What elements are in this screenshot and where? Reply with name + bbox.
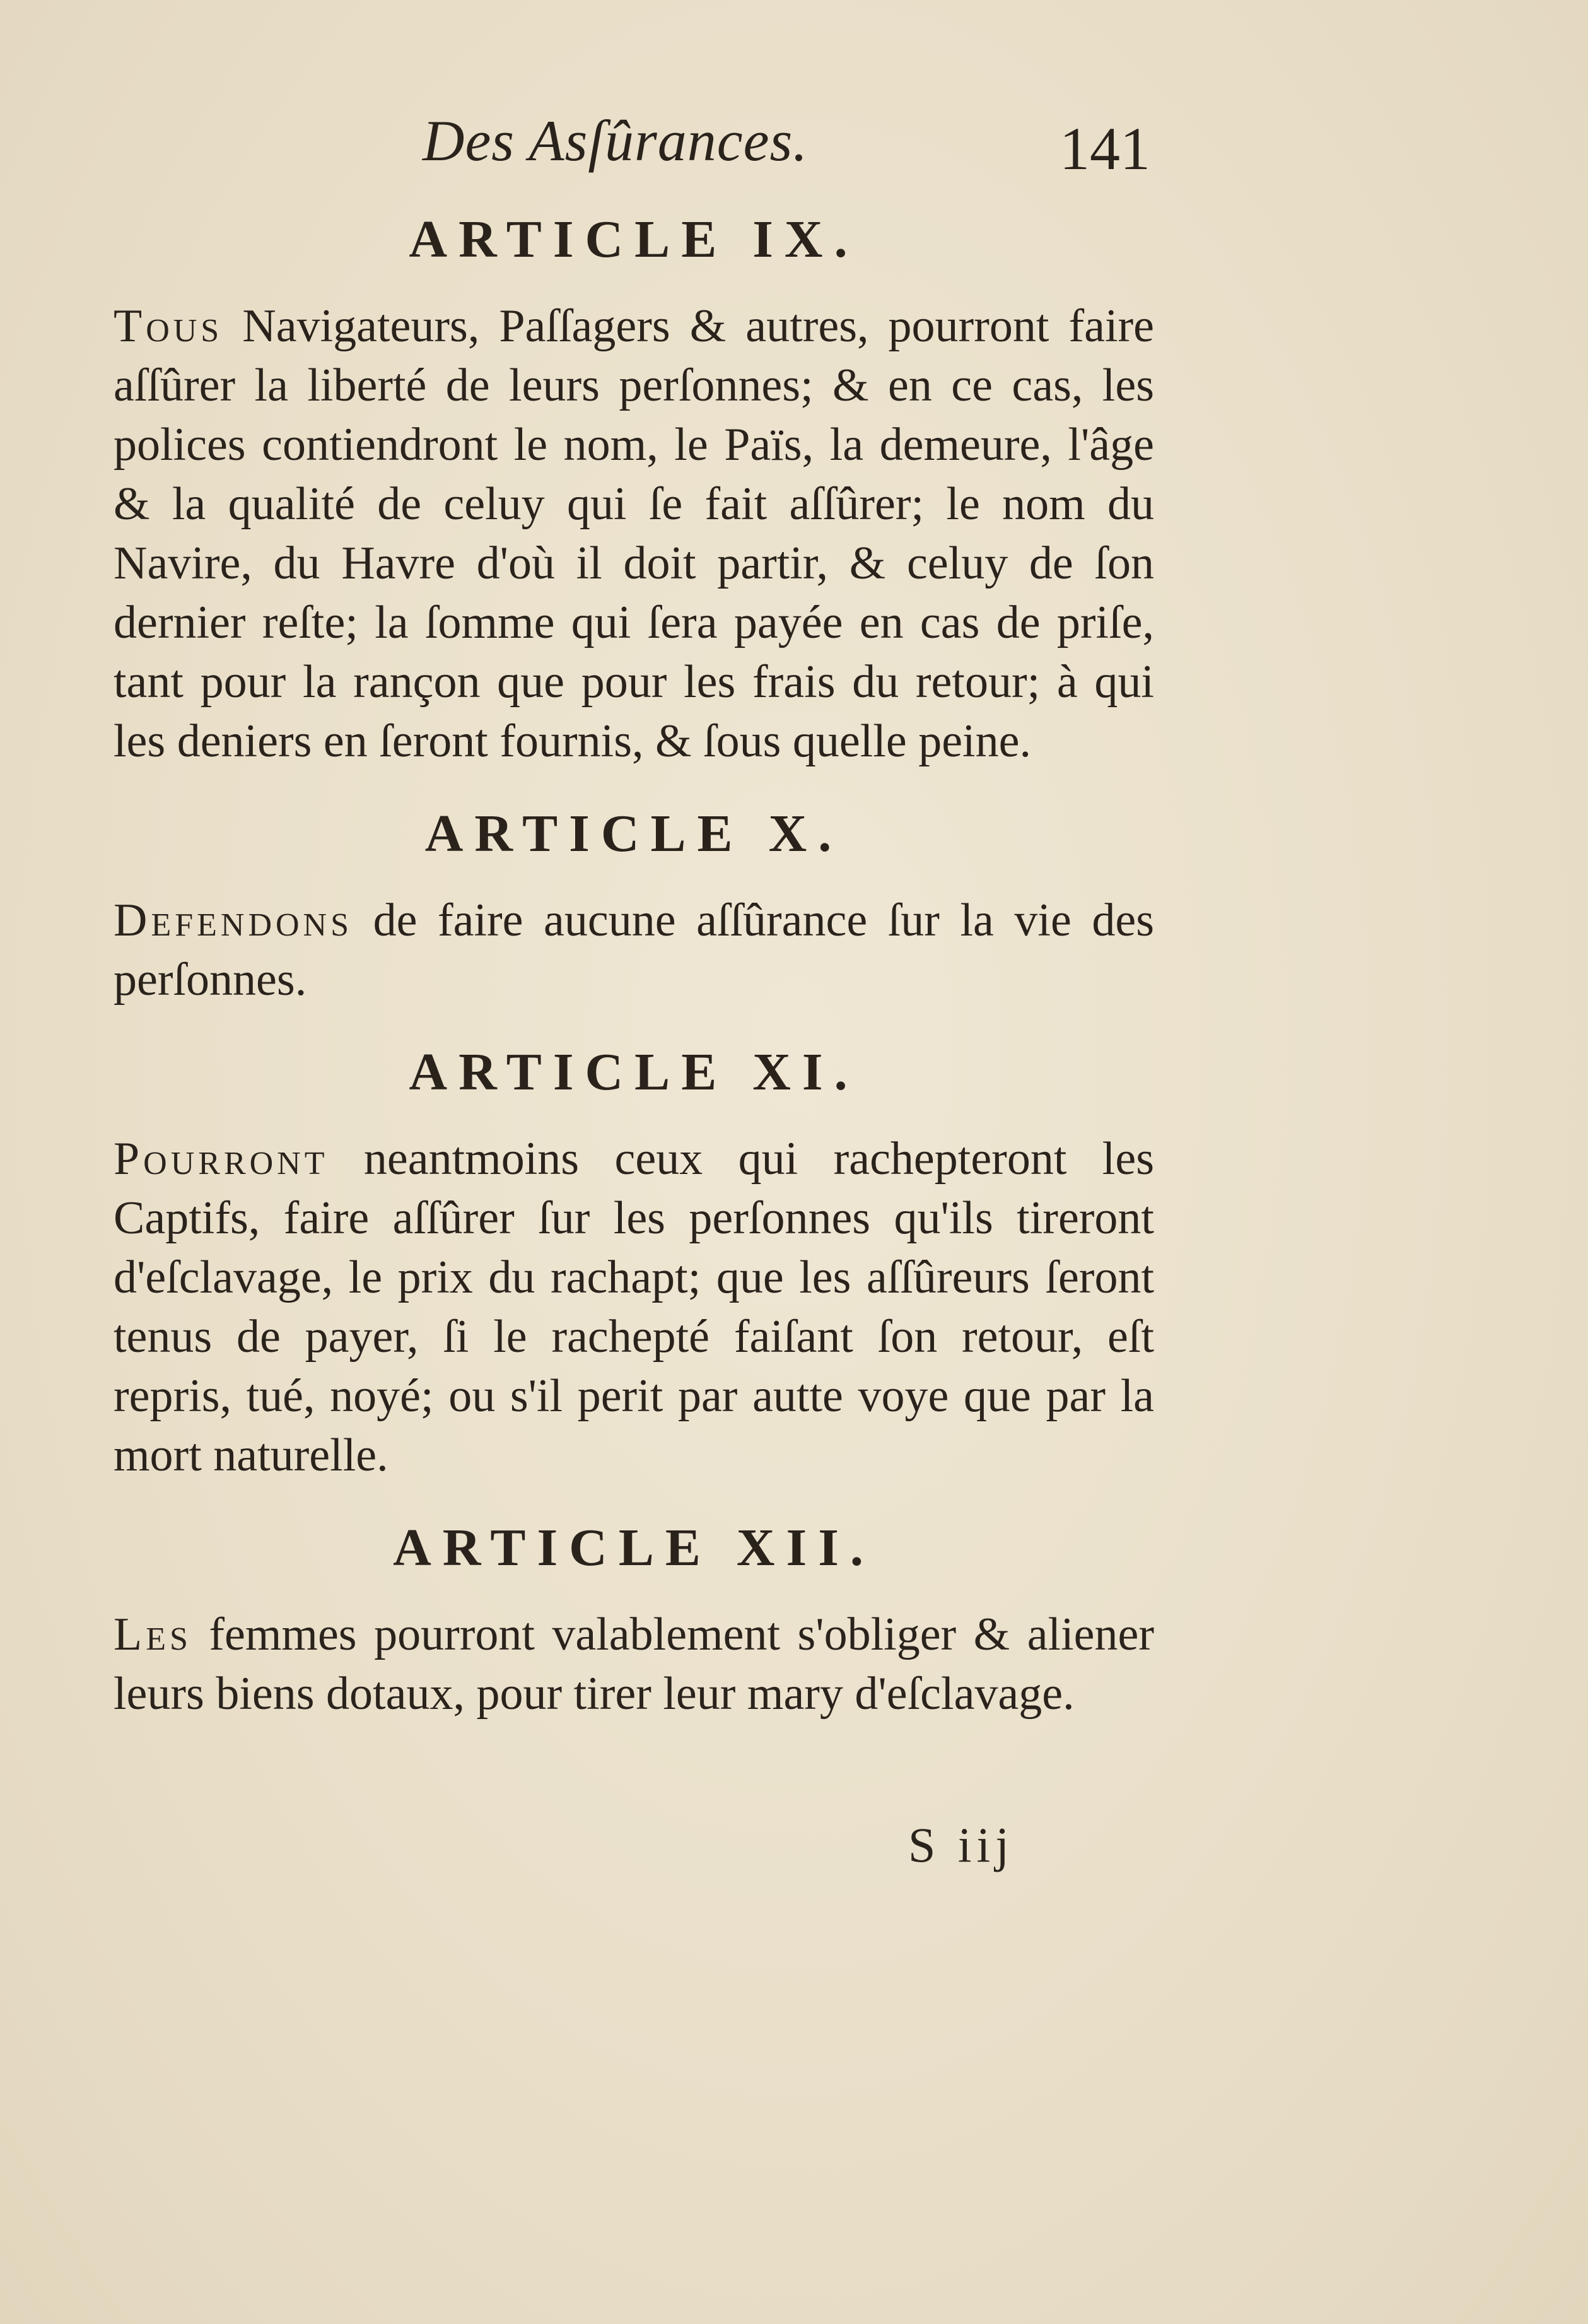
article-heading: ARTICLE X. [424, 804, 843, 863]
paragraph-lead-word: Tous [114, 300, 223, 352]
paragraph-body: de faire aucune aſſûrance ſur la vie des perſonnes. [114, 895, 1154, 1006]
paragraph-lead-word: Pourront [114, 1133, 329, 1185]
paragraph-lead-word: Les [114, 1609, 192, 1660]
article-paragraph [114, 296, 1154, 771]
article-11 [114, 1035, 1154, 1485]
paragraph-body: femmes pourront valablement s'obliger & aliener leurs biens dotaux, pour tirer leur mary d'eſclavage. [114, 1609, 1154, 1720]
article-heading: ARTICLE XI. [409, 1043, 859, 1101]
paragraph-lead-word: Defendons [114, 895, 353, 946]
article-paragraph [114, 1129, 1154, 1485]
article-heading: ARTICLE XII. [393, 1518, 875, 1577]
article-12 [114, 1510, 1154, 1723]
paragraph-body: neantmoins ceux qui rachepteront les Captifs, faire aſſûrer ſur les perſonnes qu'ils tireront d'eſclavage, le prix du rachapt; que les aſſûreurs ſeront tenus de payer, ſi le rachepté faiſant ſon retour, eſt repris, tué, noyé; ou s'il perit par autte voye que par la mort naturelle. [114, 1133, 1154, 1481]
article-10 [114, 796, 1154, 1009]
page-header [0, 107, 1588, 202]
page-number: 141 [1060, 115, 1150, 182]
signature-mark: S iij [908, 1817, 1014, 1872]
article-9 [114, 202, 1154, 771]
article-paragraph [114, 1605, 1154, 1723]
article-text-block [114, 202, 1154, 1749]
running-title: Des Asſûrances. [423, 109, 809, 173]
article-paragraph [114, 891, 1154, 1009]
article-heading: ARTICLE IX. [409, 210, 859, 269]
paragraph-body: Navigateurs, Paſſagers & autres, pourront faire aſſûrer la liberté de leurs perſonnes; & en ce cas, les polices contiendront le nom, le Païs, la demeure, l'âge & la qualité de celuy qui ſe fait aſſûrer; le nom du Navire, du Havre d'où il doit partir, & celuy de ſon dernier reſte; la ſomme qui ſera payée en cas de priſe, tant pour la rançon que pour les frais du retour; à qui les deniers en ſeront fournis, & ſous quelle peine. [114, 300, 1154, 767]
